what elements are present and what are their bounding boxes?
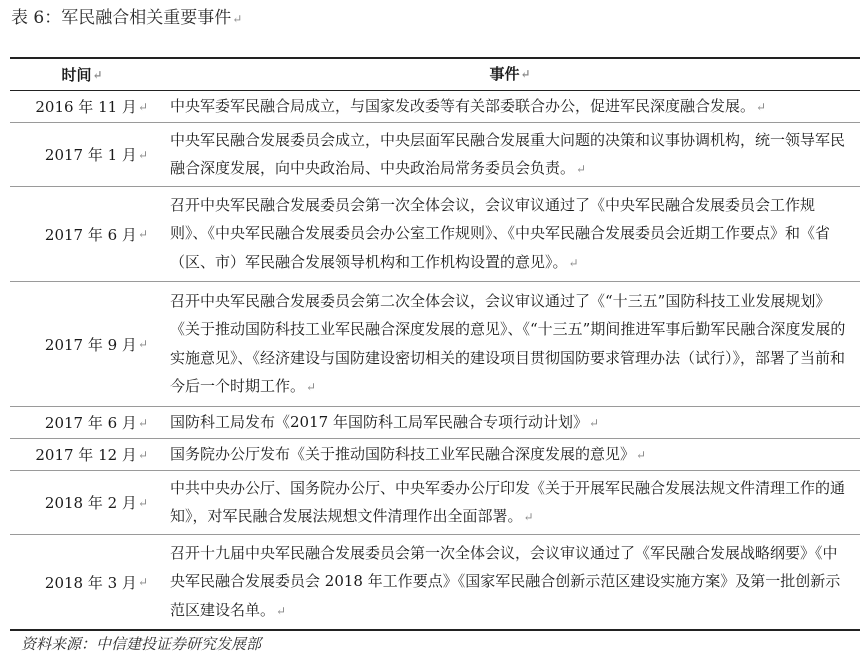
table-header-row: [10, 59, 860, 91]
row-date: [10, 535, 154, 629]
caption-text: 表 6：军民融合相关重要事件: [11, 8, 232, 28]
paragraph-mark-icon: ↵: [92, 67, 103, 82]
paragraph-mark-icon: ↵: [306, 380, 317, 394]
row-event: [154, 407, 860, 438]
event-text: 国防科工局发布《2017 年国防科工局军民融合专项行动计划》: [170, 412, 588, 431]
date-text: 2018 年 3 月: [44, 573, 137, 592]
table-row: [10, 281, 860, 406]
row-date: [10, 439, 154, 470]
row-event: [154, 471, 860, 534]
paragraph-mark-icon: ↵: [137, 227, 148, 241]
table-row: [10, 186, 860, 281]
paragraph-mark-icon: ↵: [568, 255, 579, 270]
paragraph-mark-icon: ↵: [520, 67, 531, 82]
row-date: [10, 123, 154, 186]
row-event: [154, 282, 860, 406]
paragraph-mark-icon: ↵: [588, 415, 600, 430]
paragraph-mark-icon: ↵: [232, 12, 243, 26]
table-row: [10, 470, 860, 534]
date-text: 2018 年 2 月: [44, 494, 137, 512]
paragraph-mark-icon: ↵: [576, 162, 587, 176]
events-table: [10, 57, 860, 631]
event-text: 国务院办公厅发布《关于推动国防科技工业军民融合深度发展的意见》: [170, 444, 636, 463]
row-date: [10, 407, 154, 438]
row-event: [154, 439, 860, 470]
paragraph-mark-icon: ↵: [756, 99, 767, 114]
table-row: [10, 91, 860, 122]
row-date: [10, 187, 154, 281]
table-caption: [11, 4, 242, 32]
date-text: 2016 年 11 月: [35, 98, 137, 116]
header-date-label: 时间: [61, 66, 92, 84]
header-date: [10, 59, 154, 90]
event-text: 中共中央办公厅、国务院办公厅、中央军委办公厅印发《关于开展军民融合发展法规文件清理工作的通知》，对军民融合发展法规想文件清理作出全面部署。: [170, 478, 846, 525]
date-text: 2017 年 1 月: [44, 146, 137, 164]
table-row: [10, 438, 860, 470]
paragraph-mark-icon: ↵: [523, 510, 534, 524]
table-row: [10, 122, 860, 186]
event-text: 中央军委军民融合局成立，与国家发改委等有关部委联合办公，促进军民深度融合发展。: [170, 96, 756, 115]
paragraph-mark-icon: ↵: [137, 415, 148, 430]
row-date: [10, 282, 154, 406]
paragraph-mark-icon: ↵: [137, 337, 148, 351]
row-event: [154, 91, 860, 122]
event-text: 召开中央军民融合发展委员会第一次全体会议，会议审议通过了《中央军民融合发展委员会工作规则》、《中央军民融合发展委员会办公室工作规则》、《中央军民融合发展委员会近期工作要点》和《省（区、市）军民融合发展领导机构和工作机构设置的意见》。: [170, 195, 831, 271]
row-date: [10, 91, 154, 122]
event-text: 中央军民融合发展委员会成立，中央层面军民融合发展重大问题的决策和议事协调机构，统一领导军民融合深度发展，向中央政治局、中央政治局常务委员会负责。: [170, 130, 846, 177]
row-event: [154, 187, 860, 281]
paragraph-mark-icon: ↵: [636, 447, 647, 462]
paragraph-mark-icon: ↵: [137, 575, 148, 589]
paragraph-mark-icon: ↵: [276, 603, 287, 618]
header-event: [154, 59, 860, 90]
paragraph-mark-icon: ↵: [137, 147, 148, 162]
table-row: [10, 534, 860, 629]
date-text: 2017 年 6 月: [44, 414, 137, 432]
paragraph-mark-icon: ↵: [137, 447, 148, 462]
event-text: 召开十九届中央军民融合发展委员会第一次全体会议，会议审议通过了《军民融合发展战略纲要》《中央军民融合发展委员会 2018 年工作要点》《国家军民融合创新示范区建设实施方案》及第一批创新示范区建设名单。: [170, 543, 841, 619]
paragraph-mark-icon: ↵: [137, 495, 148, 510]
row-date: [10, 471, 154, 534]
date-text: 2017 年 6 月: [44, 225, 137, 244]
header-event-label: 事件: [489, 65, 520, 84]
row-event: [154, 535, 860, 629]
paragraph-mark-icon: ↵: [137, 99, 148, 114]
table-row: [10, 406, 860, 438]
source-note: 资料来源：中信建投证券研究发展部: [21, 635, 262, 653]
date-text: 2017 年 12 月: [35, 446, 137, 464]
date-text: 2017 年 9 月: [44, 335, 137, 354]
event-text: 召开中央军民融合发展委员会第二次全体会议，会议审议通过了《“十三五”国防科技工业发展规划》《关于推动国防科技工业军民融合深度发展的意见》、《“十三五”期间推进军事后勤军民融合深度发展的实施意见》、《经济建设与国防建设密切相关的建设项目贯彻国防要求管理办法（试行）》，部署了当前和今后一个时期工作。: [170, 291, 846, 395]
row-event: [154, 123, 860, 186]
